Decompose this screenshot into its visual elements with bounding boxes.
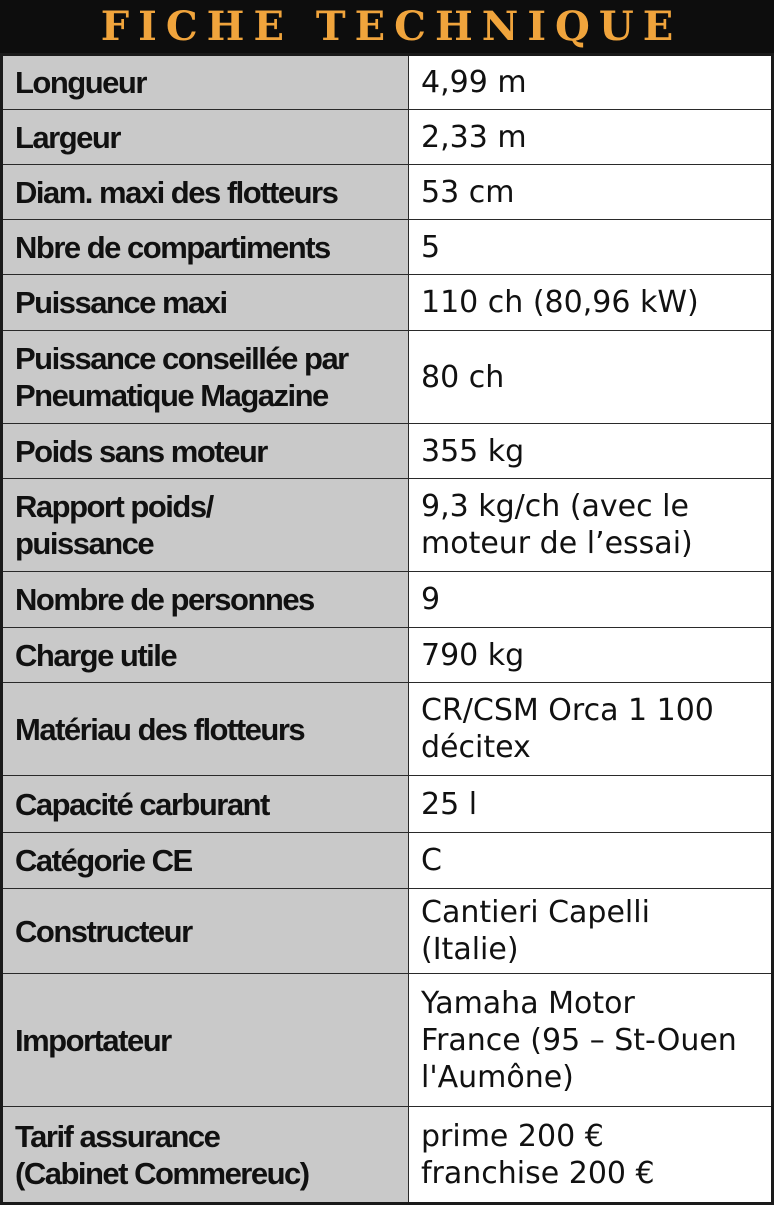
table-row — [2, 110, 773, 165]
value-text: 790 kg — [421, 637, 525, 673]
row-label — [2, 1107, 409, 1204]
row-label — [2, 165, 409, 220]
row-label — [2, 331, 409, 424]
value-text: 355 kg — [421, 433, 525, 469]
row-value — [409, 220, 773, 275]
value-text: 9,3 kg/ch (avec le moteur de l’essai) — [421, 489, 693, 561]
row-value — [409, 776, 773, 833]
row-label — [2, 479, 409, 572]
table-row — [2, 974, 773, 1107]
value-text: CR/CSM Orca 1 100 décitex — [421, 693, 714, 765]
table-row — [2, 424, 773, 479]
row-label — [2, 424, 409, 479]
table-row — [2, 55, 773, 110]
label-text: Tarif assurance (Cabinet Commereuc) — [15, 1118, 309, 1191]
row-label — [2, 220, 409, 275]
table-row — [2, 331, 773, 424]
row-value — [409, 628, 773, 683]
table-row — [2, 1107, 773, 1204]
value-text: 80 ch — [421, 359, 505, 395]
row-value — [409, 833, 773, 889]
row-label — [2, 889, 409, 974]
value-text: Cantieri Capelli (Italie) — [421, 895, 650, 967]
value-text: 4,99 m — [421, 65, 527, 100]
row-value — [409, 683, 773, 776]
row-label — [2, 275, 409, 331]
label-text: Charge utile — [15, 637, 177, 673]
label-text: Nombre de personnes — [15, 582, 314, 617]
label-text: Rapport poids/ puissance — [15, 489, 213, 561]
row-label — [2, 974, 409, 1107]
label-text: Capacité carburant — [15, 786, 269, 822]
table-row — [2, 572, 773, 628]
row-label — [2, 683, 409, 776]
row-value — [409, 889, 773, 974]
label-text: Puissance conseillée par Pneumatique Magazine — [15, 341, 348, 413]
spec-table — [0, 53, 774, 1205]
row-label — [2, 55, 409, 110]
table-row — [2, 165, 773, 220]
row-label — [2, 572, 409, 628]
row-value — [409, 165, 773, 220]
value-text: prime 200 € franchise 200 € — [421, 1118, 655, 1191]
label-text: Puissance maxi — [15, 285, 227, 320]
value-text: 2,33 m — [421, 119, 527, 155]
table-row — [2, 833, 773, 889]
label-text: Matériau des flotteurs — [15, 711, 305, 747]
table-row — [2, 628, 773, 683]
label-text: Diam. maxi des flotteurs — [15, 174, 338, 210]
sheet-title: FICHE TECHNIQUE — [100, 2, 683, 50]
row-value — [409, 275, 773, 331]
value-text: 5 — [421, 229, 441, 265]
label-text: Nbre de compartiments — [15, 229, 330, 265]
row-value — [409, 479, 773, 572]
label-text: Largeur — [15, 119, 120, 155]
row-value — [409, 55, 773, 110]
table-row — [2, 220, 773, 275]
table-row — [2, 889, 773, 974]
label-text: Constructeur — [15, 913, 192, 949]
row-label — [2, 833, 409, 889]
table-row — [2, 275, 773, 331]
value-text: 25 l — [421, 786, 478, 822]
row-value — [409, 424, 773, 479]
row-value — [409, 974, 773, 1107]
title-bar — [0, 0, 774, 53]
label-text: Importateur — [15, 1022, 171, 1058]
table-row — [2, 683, 773, 776]
label-text: Longueur — [15, 65, 146, 100]
label-text: Poids sans moteur — [15, 433, 267, 469]
row-label — [2, 110, 409, 165]
value-text: 110 ch (80,96 kW) — [421, 285, 699, 320]
label-text: Catégorie CE — [15, 843, 192, 878]
value-text: Yamaha Motor France (95 – St-Ouen l'Aumône) — [421, 985, 737, 1095]
row-value — [409, 110, 773, 165]
table-row — [2, 776, 773, 833]
row-value — [409, 572, 773, 628]
row-value — [409, 331, 773, 424]
row-value — [409, 1107, 773, 1204]
value-text: 9 — [421, 582, 441, 617]
row-label — [2, 776, 409, 833]
row-label — [2, 628, 409, 683]
table-row — [2, 479, 773, 572]
value-text: C — [421, 843, 442, 878]
value-text: 53 cm — [421, 174, 515, 210]
